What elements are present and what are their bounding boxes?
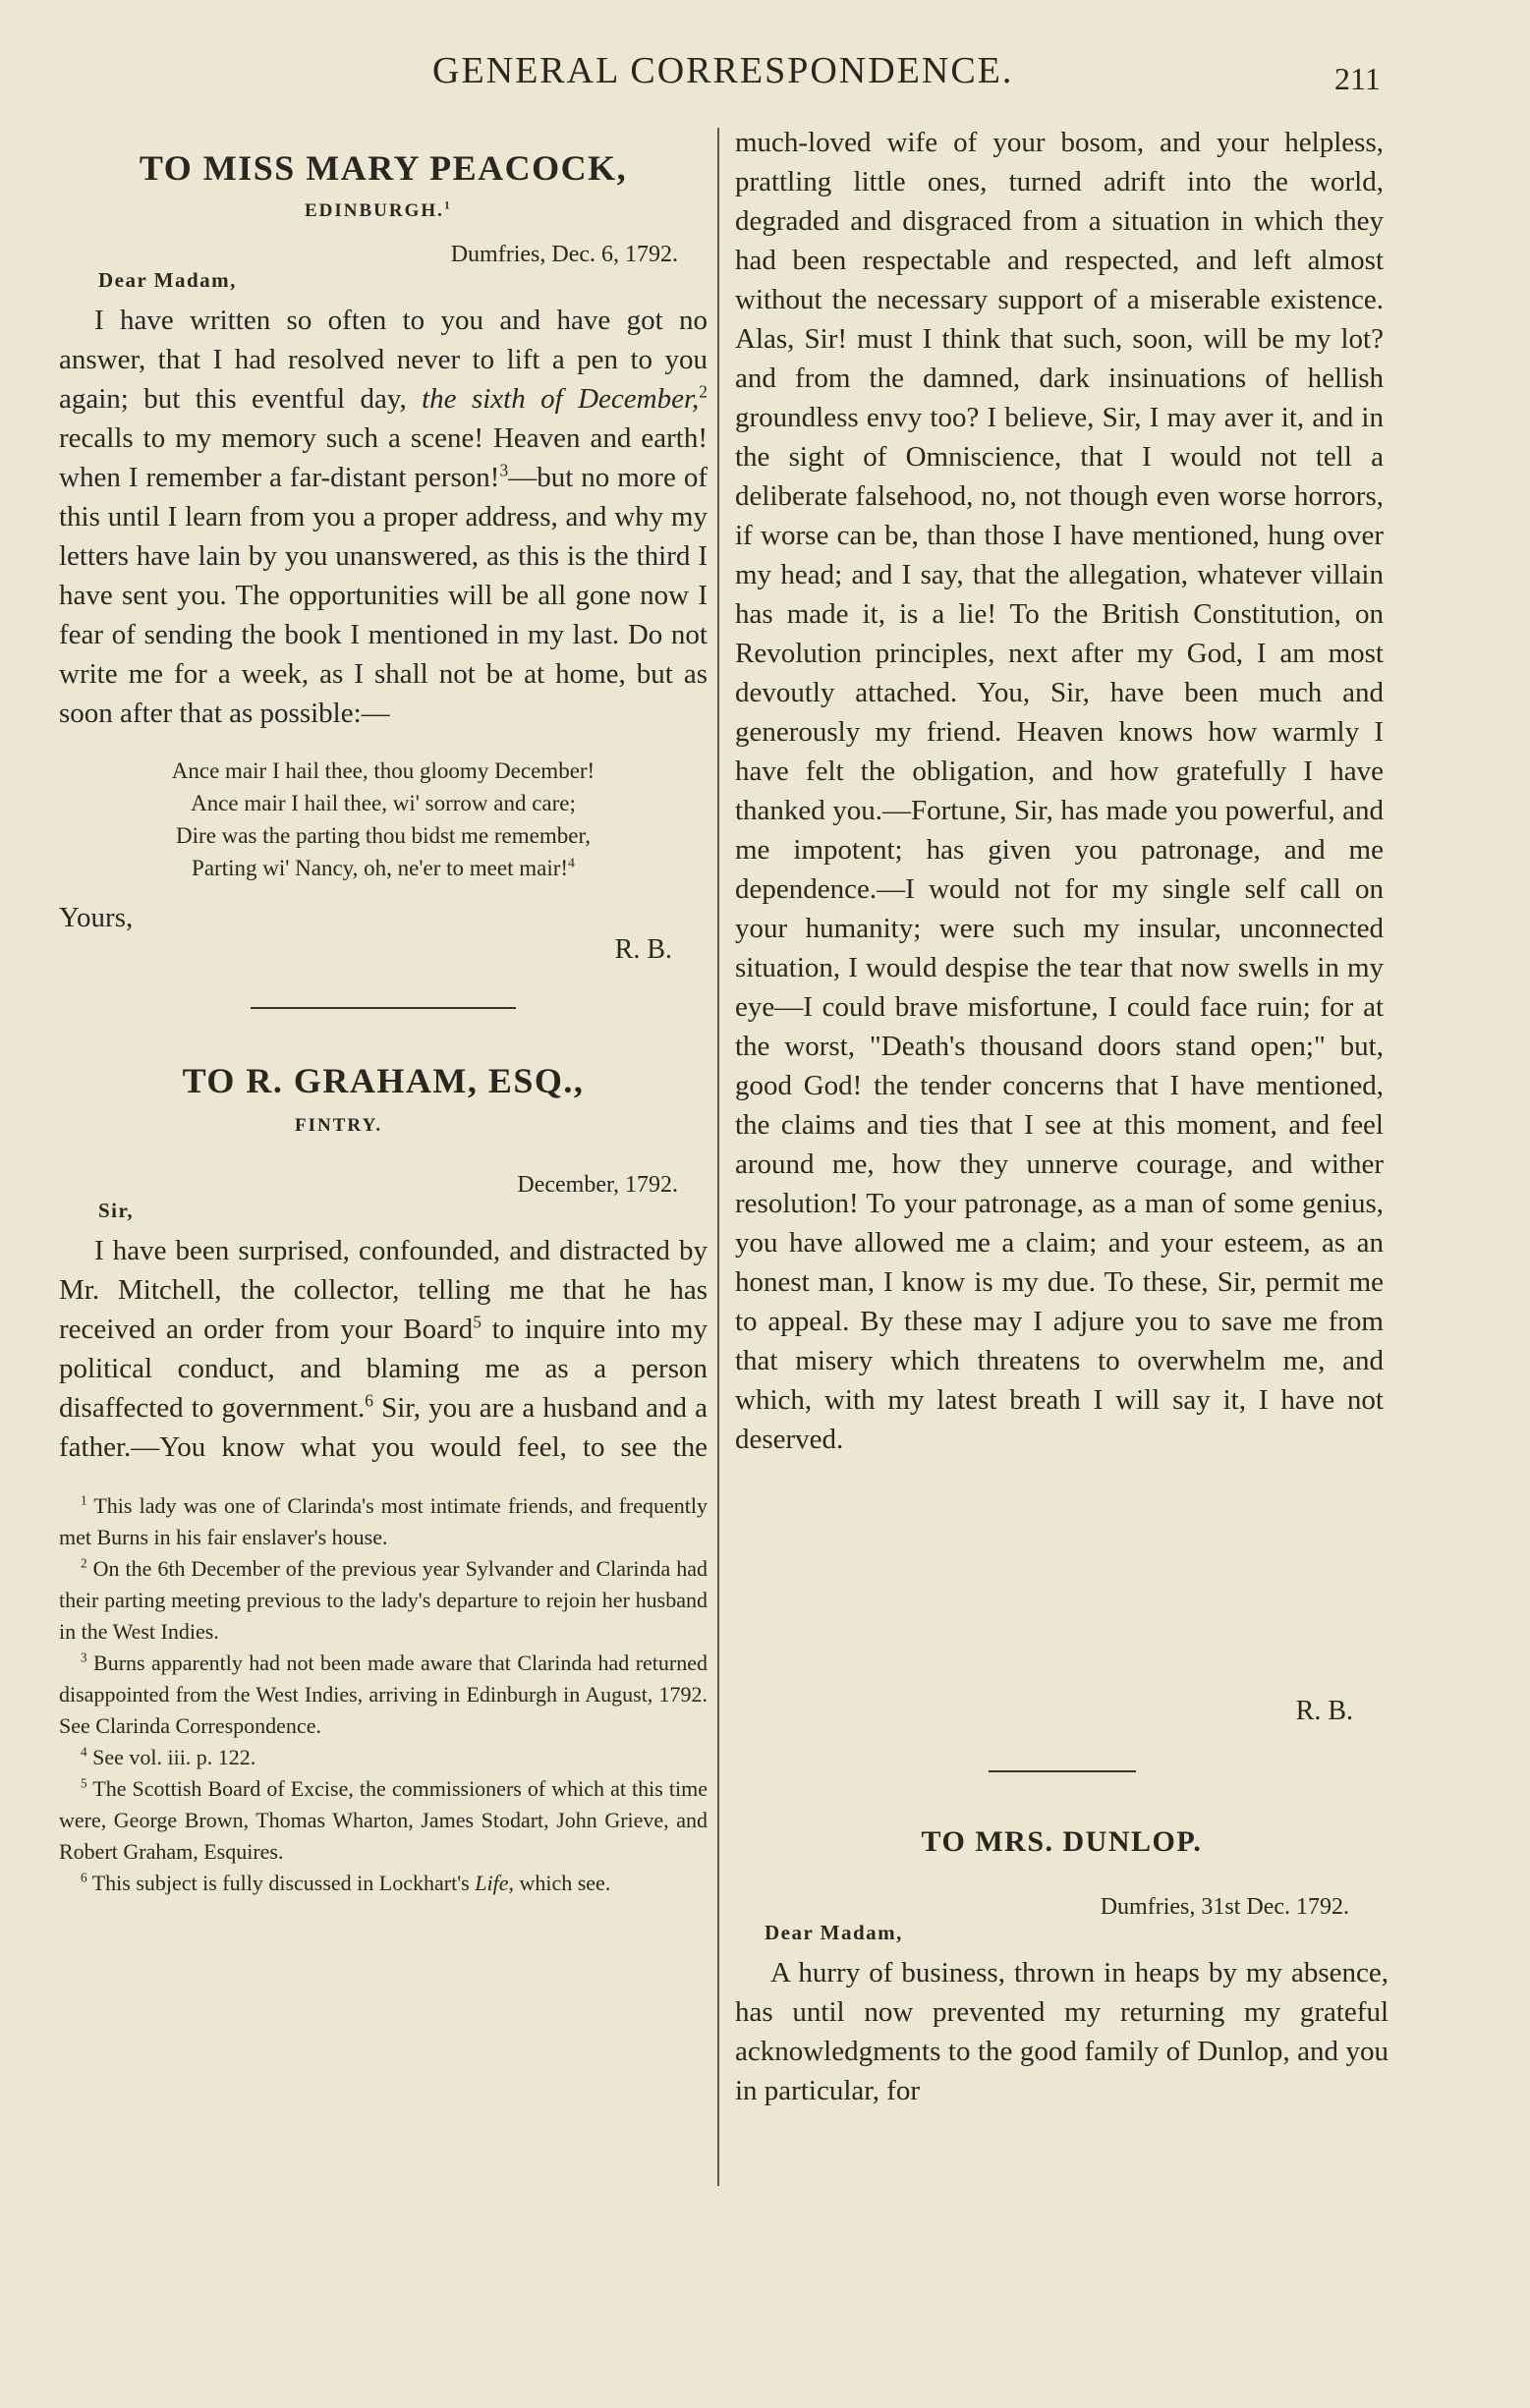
- body-text: I have written so often to you and have got no answer, that I had resolved never to lift a pen to you again; but this eventful day,: [59, 305, 708, 415]
- continuation-window: [735, 124, 1384, 1459]
- body-text: recalls to my memory such a scene! Heaven and earth! when I remember a far-distant person!: [59, 422, 708, 493]
- footnote-ref: 6: [365, 1390, 373, 1411]
- footnote-number: 2: [81, 1555, 87, 1571]
- letter-dateline: December, 1792.: [517, 1172, 678, 1198]
- letter-signature: R. B.: [1295, 1696, 1353, 1726]
- running-title: GENERAL CORRESPONDENCE.: [432, 50, 1014, 91]
- letter-heading: TO MRS. DUNLOP.: [921, 1825, 1203, 1858]
- letter-paragraph: A hurry of business, thrown in heaps by my absence, has until now prevented my returning my grateful acknowledgments to the good family of Dunlop, and you in particular, for: [735, 1957, 1388, 2106]
- section-divider: [989, 1770, 1136, 1772]
- letter-salutation: Dear Madam,: [765, 1921, 903, 1944]
- right-column: [735, 124, 1388, 2110]
- verse-line: Ance mair I hail thee, wi' sorrow and care;: [191, 791, 576, 815]
- footnote: [59, 1868, 708, 1899]
- footnotes: [59, 1490, 708, 1899]
- footnote-text: On the 6th December of the previous year Sylvander and Clarinda had their parting meeting previous to the lady's departure to rejoin her husband in the West Indies.: [59, 1556, 708, 1644]
- footnote-number: 3: [81, 1650, 87, 1665]
- footnote-number: 1: [81, 1492, 87, 1508]
- footnote: [59, 1490, 708, 1553]
- verse-line: Ance mair I hail thee, thou gloomy December!: [171, 758, 595, 783]
- continued-paragraph: [735, 124, 1384, 1459]
- body-text: much-loved wife of your bosom, and your helpless, prattling little ones, turned adrift into the world, degraded and disgraced from a situation in which they had been respectable and respected, and left almost without the necessary support of a miserable existence. Alas, Sir! must I think that such, soon, will be my lot? and from the damned, dark insinuations of hellish groundless envy too? I believe, Sir, I may aver it, and in the sight of Omniscience, that I would not tell a deliberate falsehood, no, not though even worse horrors, if worse can be, than those I have mentioned, hung over my head; and I say, that the allegation, whatever villain has made it, is a lie! To the British Constitution, on Revolution principles, next after my God, I am most devoutly attached. You, Sir, have been much and generously my friend. Heaven knows how warmly I have felt the obligation, and how gratefully I have thanked you.—Fortune, Sir, has made you powerful, and me impotent; has given you patronage, and me dependence.—I would not for my single self call on your humanity; were such my insular, unconnected situation, I would despise the tear that now swells in my eye—I could brave misfortune, I could face ruin; for at the worst, "Death's thousand doors stand open;" but, good God! the tender concerns that I have mentioned, the claims and ties that I see at this moment, and feel around me, how they unnerve courage, and wither resolution! To your patronage, as a man of some genius, you have allowed me a claim; and your esteem, as an honest man, I know is my due. To these, Sir, permit me to appeal. By these may I adjure you to save me from that misery which threatens to overwhelm me, and which, with my latest breath I will say it, I have not deserved.: [735, 127, 1384, 1455]
- letter-salutation: Dear Madam,: [98, 268, 237, 292]
- verse-text: Parting wi' Nancy, oh, ne'er to meet mair!: [192, 856, 569, 880]
- letter-to-mary-peacock: [59, 147, 708, 966]
- footnote-text: The Scottish Board of Excise, the commissioners of which at this time were, George Brown, Thomas Wharton, James Stodart, John Grieve, and Robert Graham, Esquires.: [59, 1776, 708, 1864]
- left-column: [59, 147, 708, 1899]
- footnote-number: 4: [81, 1744, 87, 1760]
- section-divider: [251, 1007, 516, 1009]
- footnote-text: This subject is fully discussed in Lockhart's: [91, 1871, 476, 1895]
- column-divider: [717, 128, 719, 2186]
- footnote-text: which see.: [513, 1871, 611, 1895]
- footnote-ref: 3: [499, 460, 509, 480]
- footnote-ref: 5: [473, 1312, 482, 1332]
- footnote-text: This lady was one of Clarinda's most intimate friends, and frequently met Burns in his fair enslaver's house.: [59, 1493, 708, 1549]
- footnote-ref: 1: [443, 199, 452, 212]
- letter-salutation: Sir,: [98, 1199, 135, 1222]
- page-number: 211: [1334, 61, 1381, 96]
- letter-body-continuation: [735, 124, 1388, 1735]
- body-text: I have been surprised, confounded, and distracted by Mr. Mitchell, the collector, telling me that he has received an order from your Board: [59, 1235, 708, 1345]
- letter-dateline: Dumfries, 31st Dec. 1792.: [1100, 1894, 1349, 1920]
- footnote-italic: Life,: [475, 1871, 514, 1895]
- letter-to-r-graham: [59, 1060, 708, 1467]
- body-italic: the sixth of December,: [422, 383, 700, 415]
- letter-location: FINTRY.: [295, 1115, 383, 1136]
- letter-heading: TO MISS MARY PEACOCK,: [139, 148, 628, 188]
- footnote-text: See vol. iii. p. 122.: [92, 1745, 256, 1769]
- footnote: [59, 1773, 708, 1868]
- body-text: Sir, you are a husband and a father.—You know what you would feel, to see the: [59, 1392, 708, 1463]
- footnote-number: 6: [81, 1870, 87, 1885]
- body-text: to inquire into my political conduct, and blaming me as a person disaffected to government.: [59, 1314, 708, 1424]
- footnote-text: Burns apparently had not been made aware that Clarinda had returned disappointed from the West Indies, arriving in Edinburgh in August, 1792. See Clarinda Correspondence.: [59, 1651, 708, 1738]
- letter-dateline: Dumfries, Dec. 6, 1792.: [450, 242, 678, 267]
- footnote-number: 5: [81, 1775, 87, 1791]
- body-text: —but no more of this until I learn from you a proper address, and why my letters have lain by you unanswered, as this is the third I have sent you. The opportunities will be all gone now I fear of sending the book I mentioned in my last. Do not write me for a week, as I shall not be at home, but as soon after that as possible:—: [59, 462, 708, 729]
- footnote-ref: 4: [568, 855, 575, 870]
- location-text: EDINBURGH.: [305, 200, 444, 221]
- verse-stanza: [59, 755, 708, 884]
- verse-line: Dire was the parting thou bidst me remember,: [176, 823, 591, 848]
- footnote-ref: 2: [699, 381, 708, 402]
- letter-paragraph: [59, 1231, 708, 1467]
- letter-closing: Yours,: [59, 902, 134, 933]
- letter-heading: TO R. GRAHAM, ESQ.,: [182, 1061, 585, 1100]
- footnote: [59, 1648, 708, 1742]
- footnote: [59, 1742, 708, 1773]
- letter-paragraph: [59, 301, 708, 733]
- letter-location: [305, 200, 708, 222]
- letter-body: [59, 301, 708, 733]
- letter-signature: R. B.: [614, 934, 672, 965]
- letter-to-mrs-dunlop: [735, 1825, 1388, 2110]
- verse-line: [59, 852, 708, 884]
- footnote: [59, 1553, 708, 1648]
- letter-body: [735, 1953, 1388, 2110]
- letter-body-part1: [59, 1231, 708, 1467]
